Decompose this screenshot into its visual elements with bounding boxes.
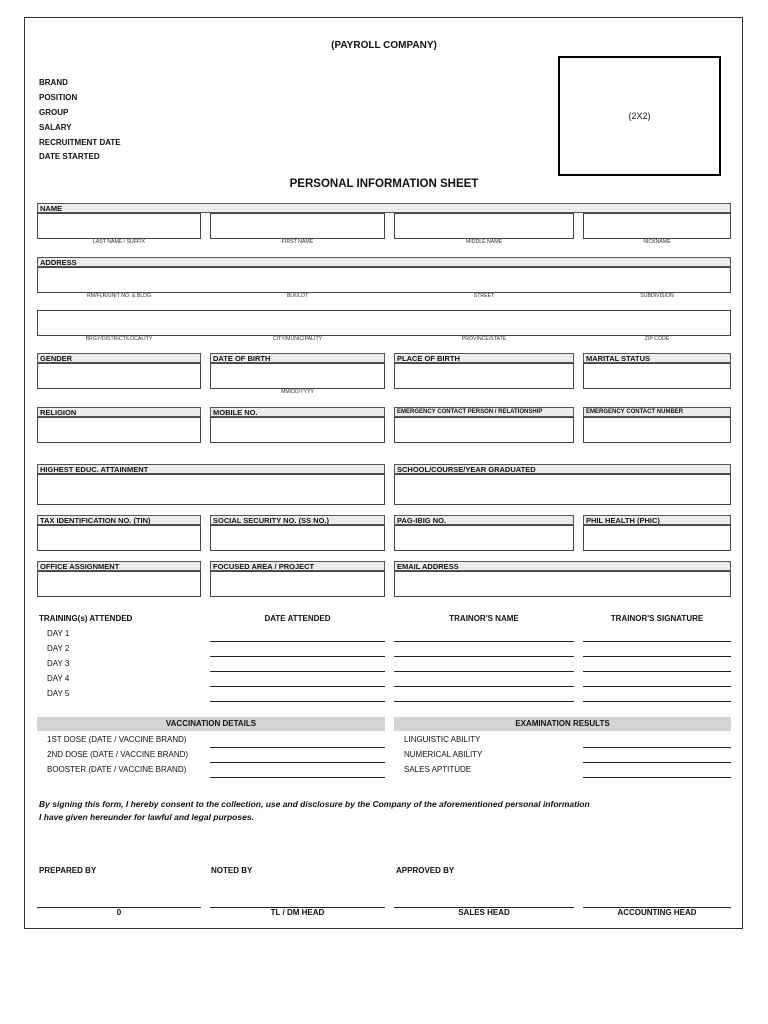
second-dose-label: 2ND DOSE (DATE / VACCINE BRAND) [47,750,189,759]
pob-header: PLACE OF BIRTH [394,353,574,363]
dob-header: DATE OF BIRTH [210,353,385,363]
second-dose-line[interactable] [210,762,385,763]
mobile-header: MOBILE NO. [210,407,385,417]
day-2-trainor-line[interactable] [394,656,574,657]
trainor-signature-heading: TRAINOR'S SIGNATURE [610,614,704,623]
emergency-number-header: EMERGENCY CONTACT NUMBER [583,407,731,417]
address-caption-brgy: BRGY/DISTRICT/LOCALITY [85,336,153,342]
booster-line[interactable] [210,777,385,778]
mobile-field[interactable] [210,417,385,443]
sales-aptitude-label: SALES APTITUDE [404,765,472,774]
address-line-2-field[interactable] [37,310,731,336]
emergency-person-header: EMERGENCY CONTACT PERSON / RELATIONSHIP [394,407,574,417]
photo-box[interactable] [558,56,721,176]
day-2-signature-line[interactable] [583,656,731,657]
day-4-date-line[interactable] [210,686,385,687]
sales-aptitude-line[interactable] [583,777,731,778]
day-5-signature-line[interactable] [583,701,731,702]
linguistic-ability-line[interactable] [583,747,731,748]
recruitment-date-label: RECRUITMENT DATE [39,138,121,147]
email-header: EMAIL ADDRESS [394,561,731,571]
salary-label: SALARY [39,123,72,132]
emergency-person-field[interactable] [394,417,574,443]
pagibig-header: PAG-IBIG NO. [394,515,574,525]
day-1-signature-line[interactable] [583,641,731,642]
pob-field[interactable] [394,363,574,389]
brand-label: BRAND [39,78,68,87]
group-label: GROUP [39,108,69,117]
last-name-caption: LAST NAME / SUFFIX [92,239,146,245]
examination-header: EXAMINATION RESULTS [394,717,731,731]
day-1-trainor-line[interactable] [394,641,574,642]
booster-label: BOOSTER (DATE / VACCINE BRAND) [47,765,187,774]
day-3-trainor-line[interactable] [394,671,574,672]
focused-field[interactable] [210,571,385,597]
nickname-caption: NICKNAME [643,239,671,245]
pagibig-field[interactable] [394,525,574,551]
gender-field[interactable] [37,363,201,389]
form-title: PERSONAL INFORMATION SHEET [289,178,479,190]
day-4-signature-line[interactable] [583,686,731,687]
email-field[interactable] [394,571,731,597]
school-field[interactable] [394,474,731,505]
school-header: SCHOOL/COURSE/YEAR GRADUATED [394,464,731,474]
day-2-date-line[interactable] [210,656,385,657]
address-caption-city: CITY/MUNICIPALITY [272,336,323,342]
prepared-by-label: PREPARED BY [39,866,97,875]
first-name-caption: FIRST NAME [281,239,314,245]
address-caption-subdivision: SUBDIVISION [640,293,674,299]
approved-by-label: APPROVED BY [396,866,455,875]
tin-field[interactable] [37,525,201,551]
day-3-label: DAY 3 [47,659,70,668]
prepared-by-name: 0 [116,908,122,917]
vaccination-header: VACCINATION DETAILS [37,717,385,731]
consent-statement [39,798,729,824]
address-caption-province: PROVINCE/STATE [461,336,507,342]
day-4-label: DAY 4 [47,674,70,683]
company-name: (PAYROLL COMPANY) [331,40,437,51]
day-3-date-line[interactable] [210,671,385,672]
middle-name-field[interactable] [394,213,574,239]
religion-field[interactable] [37,417,201,443]
address-section-header: ADDRESS [37,257,731,267]
accounting-head-label: ACCOUNTING HEAD [617,908,697,917]
day-5-label: DAY 5 [47,689,70,698]
position-label: POSITION [39,93,78,102]
office-header: OFFICE ASSIGNMENT [37,561,201,571]
education-header: HIGHEST EDUC. ATTAINMENT [37,464,385,474]
gender-header: GENDER [37,353,201,363]
day-3-signature-line[interactable] [583,671,731,672]
name-section-header: NAME [37,203,731,213]
nickname-field[interactable] [583,213,731,239]
philhealth-header: PHIL HEALTH (PHIC) [583,515,731,525]
middle-name-caption: MIDDLE NAME [465,239,503,245]
office-field[interactable] [37,571,201,597]
date-started-label: DATE STARTED [39,152,100,161]
address-caption-unit: RM/FLR/UNIT NO. & BLDG [87,293,151,299]
day-5-trainor-line[interactable] [394,701,574,702]
marital-header: MARITAL STATUS [583,353,731,363]
last-name-field[interactable] [37,213,201,239]
consent-line-2: I have given hereunder for lawful and legal purposes. [39,812,254,822]
numerical-ability-line[interactable] [583,762,731,763]
photo-size-label: (2X2) [628,111,651,121]
dob-field[interactable] [210,363,385,389]
noted-by-label: NOTED BY [211,866,253,875]
day-5-date-line[interactable] [210,701,385,702]
first-name-field[interactable] [210,213,385,239]
linguistic-ability-label: LINGUISTIC ABILITY [404,735,481,744]
first-dose-line[interactable] [210,747,385,748]
first-dose-label: 1ST DOSE (DATE / VACCINE BRAND) [47,735,187,744]
consent-line-1: By signing this form, I hereby consent to the collection, use and disclosure by the Company of the aforementioned personal information [39,799,590,809]
education-field[interactable] [37,474,385,505]
focused-header: FOCUSED AREA / PROJECT [210,561,385,571]
day-4-trainor-line[interactable] [394,686,574,687]
sss-field[interactable] [210,525,385,551]
training-heading: TRAINING(s) ATTENDED [39,614,133,623]
address-caption-street: STREET [473,293,495,299]
address-caption-blk: BLK/LOT [286,293,309,299]
sales-head-label: SALES HEAD [458,908,510,917]
day-1-label: DAY 1 [47,629,70,638]
tin-header: TAX IDENTIFICATION NO. (TIN) [37,515,201,525]
address-line-1-field[interactable] [37,267,731,293]
address-caption-zip: ZIP CODE [644,336,670,342]
religion-header: RELIGION [37,407,201,417]
marital-field[interactable] [583,363,731,389]
emergency-number-field[interactable] [583,417,731,443]
date-attended-heading: DATE ATTENDED [264,614,331,623]
numerical-ability-label: NUMERICAL ABILITY [404,750,483,759]
day-1-date-line[interactable] [210,641,385,642]
day-2-label: DAY 2 [47,644,70,653]
sss-header: SOCIAL SECURITY NO. (SS NO.) [210,515,385,525]
philhealth-field[interactable] [583,525,731,551]
trainor-name-heading: TRAINOR'S NAME [449,614,519,623]
dob-format-caption: MM/DD/YYYY [281,389,314,395]
tl-dm-head-label: TL / DM HEAD [270,908,325,917]
